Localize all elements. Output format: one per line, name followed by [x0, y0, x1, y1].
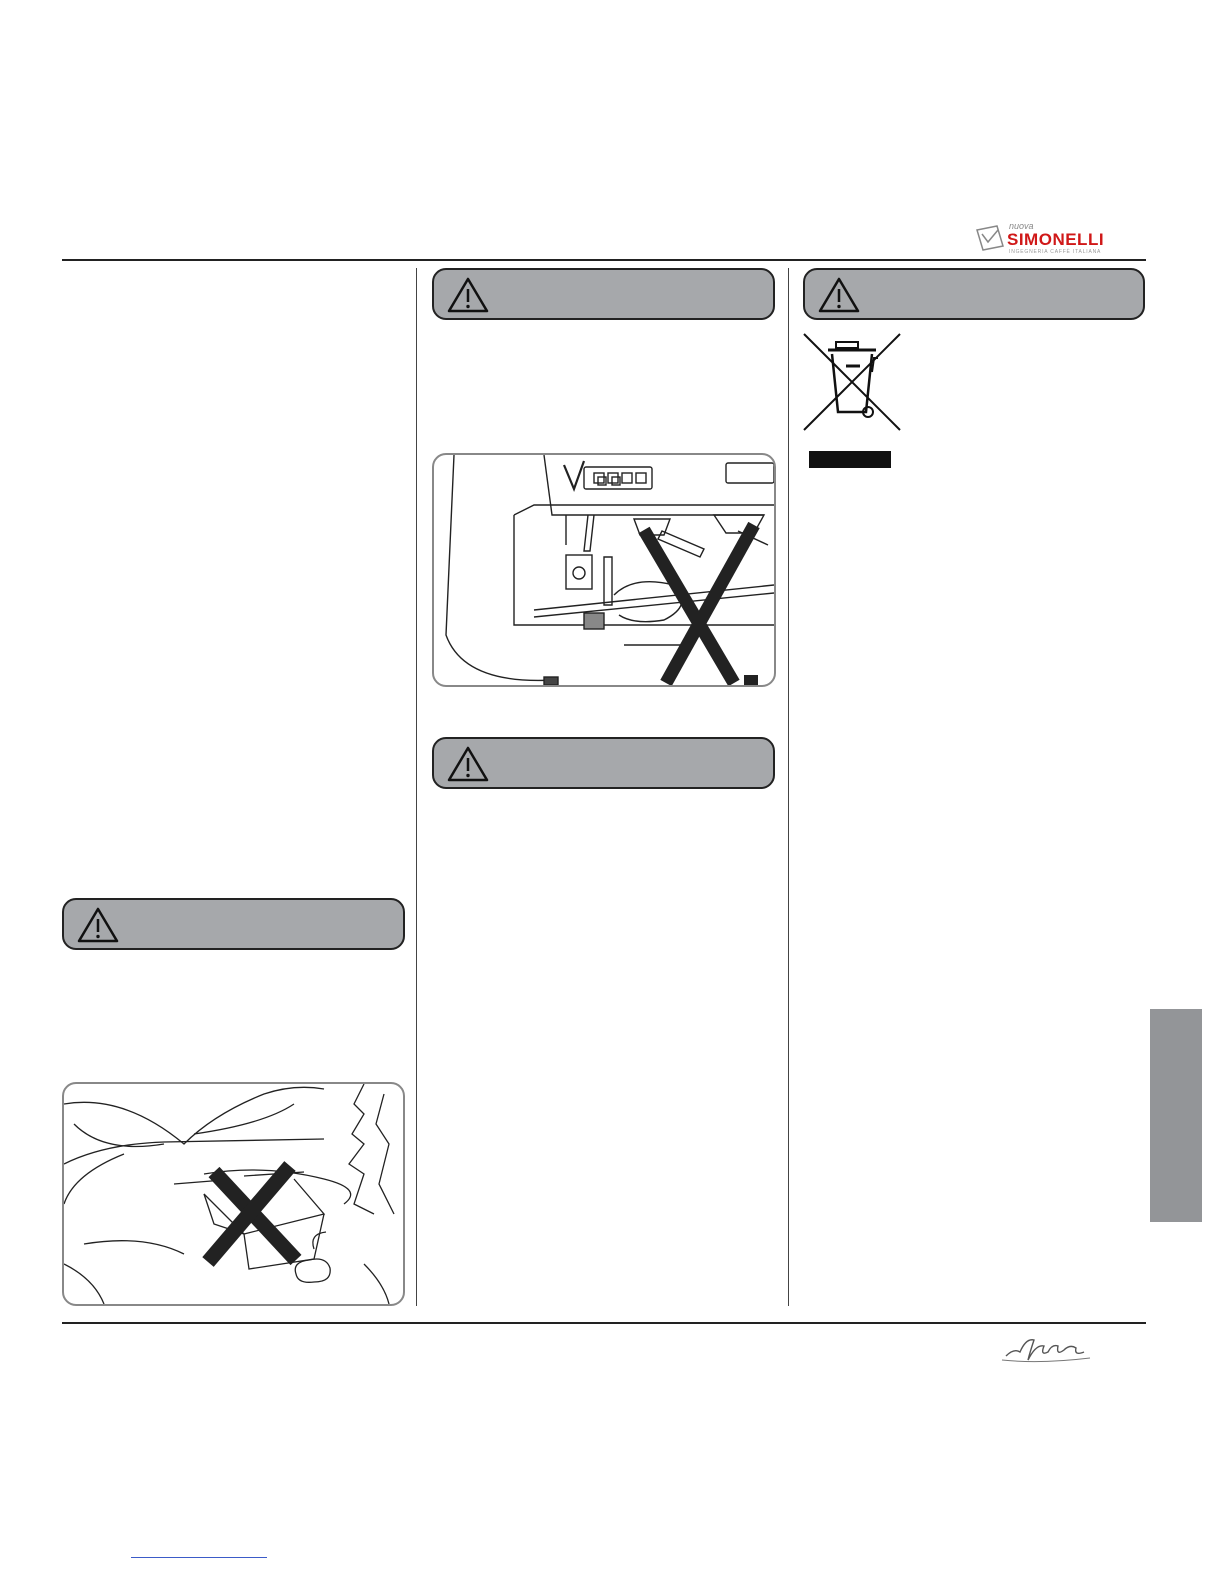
weee-black-bar: [809, 451, 891, 468]
column-divider: [416, 268, 417, 1306]
simonelli-logo: [975, 220, 1150, 256]
logo-brand-text: SIMONELLI: [1007, 230, 1105, 249]
logo-tagline: INGEGNERIA CAFFÈ ITALIANA: [1009, 249, 1102, 255]
coffee-machine-drawing: [434, 455, 774, 685]
logo-mark-icon: [975, 224, 1005, 252]
warning-box: [432, 268, 775, 320]
warning-box: [803, 268, 1145, 320]
coffee-machine-illustration: [432, 453, 776, 687]
link-underline[interactable]: [131, 1557, 267, 1558]
warning-box: [432, 737, 775, 789]
landscape-drawing: [64, 1084, 403, 1304]
logo-small-text: nuova: [1009, 221, 1034, 231]
landscape-illustration: [62, 1082, 405, 1306]
section-side-tab: [1150, 1009, 1202, 1222]
crossed-out-bin-icon: [800, 332, 904, 432]
warning-triangle-icon: [76, 906, 120, 944]
model-signature-logo: [1000, 1330, 1095, 1366]
warning-box: [62, 898, 405, 950]
column-divider: [788, 268, 789, 1306]
warning-triangle-icon: [446, 745, 490, 783]
header-rule: [62, 259, 1146, 261]
warning-triangle-icon: [817, 276, 861, 314]
warning-triangle-icon: [446, 276, 490, 314]
footer-rule: [62, 1322, 1146, 1324]
